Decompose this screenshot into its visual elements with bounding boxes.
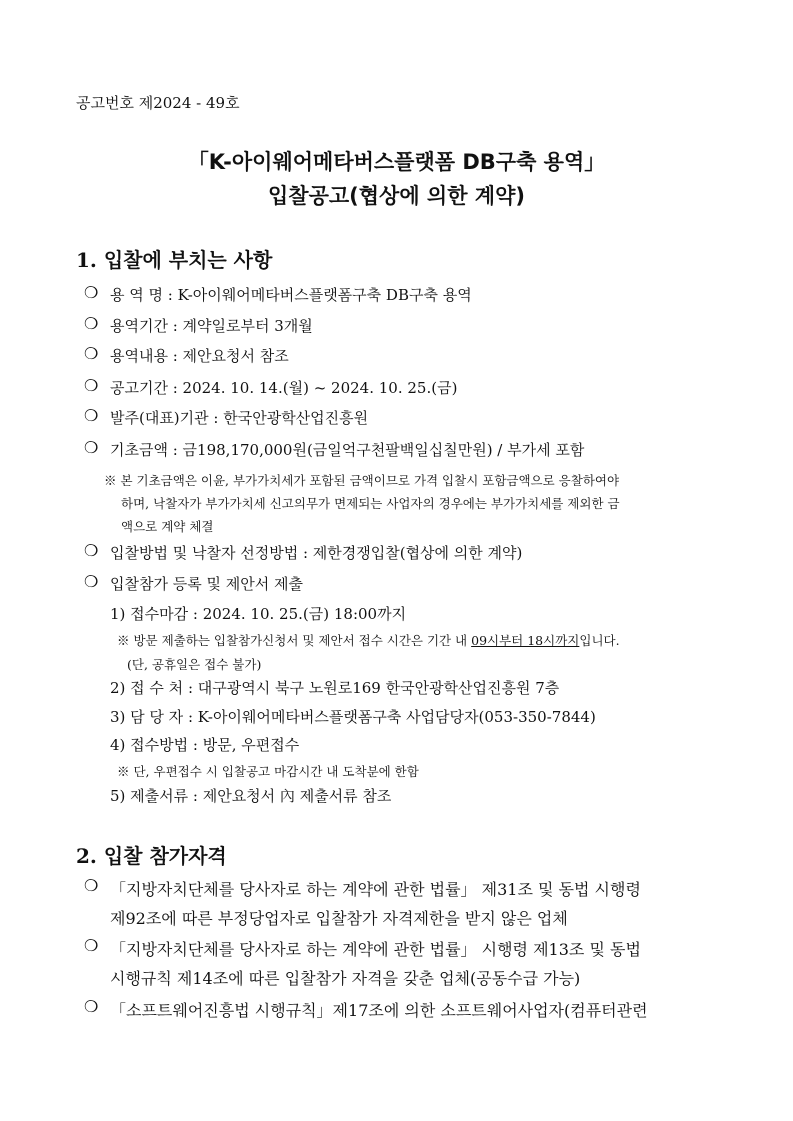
list-item-service-period: 용역기간 : 계약일로부터 3개월 <box>110 317 313 335</box>
price-note-line: 액으로 계약 체결 <box>121 519 214 534</box>
list-item-service-name: 용 역 명 : K-아이웨어메타버스플랫폼구축 DB구축 용역 <box>110 286 472 304</box>
bullet-icon: ❍ <box>84 406 99 425</box>
sub-item-address: 2) 접 수 처 : 대구광역시 북구 노원로169 한국안광학산업진흥원 7층 <box>110 679 560 697</box>
section-1-heading: 1. 입찰에 부치는 사항 <box>76 248 273 272</box>
price-note-line: 하며, 낙찰자가 부가가치세 신고의무가 면제되는 사업자의 경우에는 부가가치세를 제외한 금 <box>121 496 620 511</box>
bullet-icon: ❍ <box>84 541 99 560</box>
qualification-item: 「소프트웨어진흥법 시행규칙」제17조에 의한 소프트웨어사업자(컴퓨터관련 <box>110 1001 648 1020</box>
bullet-icon: ❍ <box>84 997 99 1016</box>
bullet-icon: ❍ <box>84 314 99 333</box>
sub-item-documents: 5) 제출서류 : 제안요청서 內 제출서류 참조 <box>110 787 392 805</box>
visit-note-end: 입니다. <box>579 633 620 648</box>
qualification-item-cont: 시행규칙 제14조에 따른 입찰참가 자격을 갖춘 업체(공동수급 가능) <box>110 969 581 988</box>
list-item-bid-method: 입찰방법 및 낙찰자 선정방법 : 제한경쟁입찰(협상에 의한 계약) <box>110 544 523 562</box>
visit-note-line2: (단, 공휴일은 접수 불가) <box>127 657 262 672</box>
bullet-icon: ❍ <box>84 344 99 363</box>
list-item-service-content: 용역내용 : 제안요청서 참조 <box>110 347 289 365</box>
bullet-icon: ❍ <box>84 572 99 591</box>
section-2-heading: 2. 입찰 참가자격 <box>76 844 227 868</box>
bullet-icon: ❍ <box>84 438 99 457</box>
list-item-base-price: 기초금액 : 금198,170,000원(금일억구천팔백일십칠만원) / 부가세 포함 <box>110 441 585 459</box>
qualification-item-cont: 제92조에 따른 부정당업자로 입찰참가 자격제한을 받지 않은 업체 <box>110 909 568 928</box>
document-title: 「K-아이웨어메타버스플랫폼 DB구축 용역」 <box>187 150 606 174</box>
bullet-icon: ❍ <box>84 936 99 955</box>
bullet-icon: ❍ <box>84 876 99 895</box>
sub-item-contact: 3) 담 당 자 : K-아이웨어메타버스플랫폼구축 사업담당자(053-350-7844) <box>110 708 596 726</box>
visit-note-hours: 09시부터 18시까지 <box>471 633 580 648</box>
visit-note <box>117 631 620 649</box>
notice-number: 공고번호 제2024 - 49호 <box>76 94 240 112</box>
sub-item-deadline: 1) 접수마감 : 2024. 10. 25.(금) 18:00까지 <box>110 605 407 623</box>
qualification-item: 「지방자치단체를 당사자로 하는 계약에 관한 법률」 시행령 제13조 및 동법 <box>110 940 641 959</box>
list-item-registration: 입찰참가 등록 및 제안서 제출 <box>110 575 303 593</box>
document-subtitle: 입찰공고(협상에 의한 계약) <box>268 184 525 208</box>
visit-note-text: ※ 방문 제출하는 입찰참가신청서 및 제안서 접수 시간은 기간 내 <box>117 633 472 648</box>
bullet-icon: ❍ <box>84 376 99 395</box>
qualification-item: 「지방자치단체를 당사자로 하는 계약에 관한 법률」 제31조 및 동법 시행령 <box>110 880 641 899</box>
list-item-ordering-agency: 발주(대표)기관 : 한국안광학산업진흥원 <box>110 409 369 427</box>
list-item-notice-period: 공고기간 : 2024. 10. 14.(월) ~ 2024. 10. 25.(금) <box>110 379 458 397</box>
sub-item-method: 4) 접수방법 : 방문, 우편접수 <box>110 736 300 754</box>
mail-note: ※ 단, 우편접수 시 입찰공고 마감시간 내 도착분에 한함 <box>117 764 419 779</box>
price-note-line: ※ 본 기초금액은 이윤, 부가가치세가 포함된 금액이므로 가격 입찰시 포함금액으로 응찰하여야 <box>104 473 620 488</box>
bullet-icon: ❍ <box>84 283 99 302</box>
